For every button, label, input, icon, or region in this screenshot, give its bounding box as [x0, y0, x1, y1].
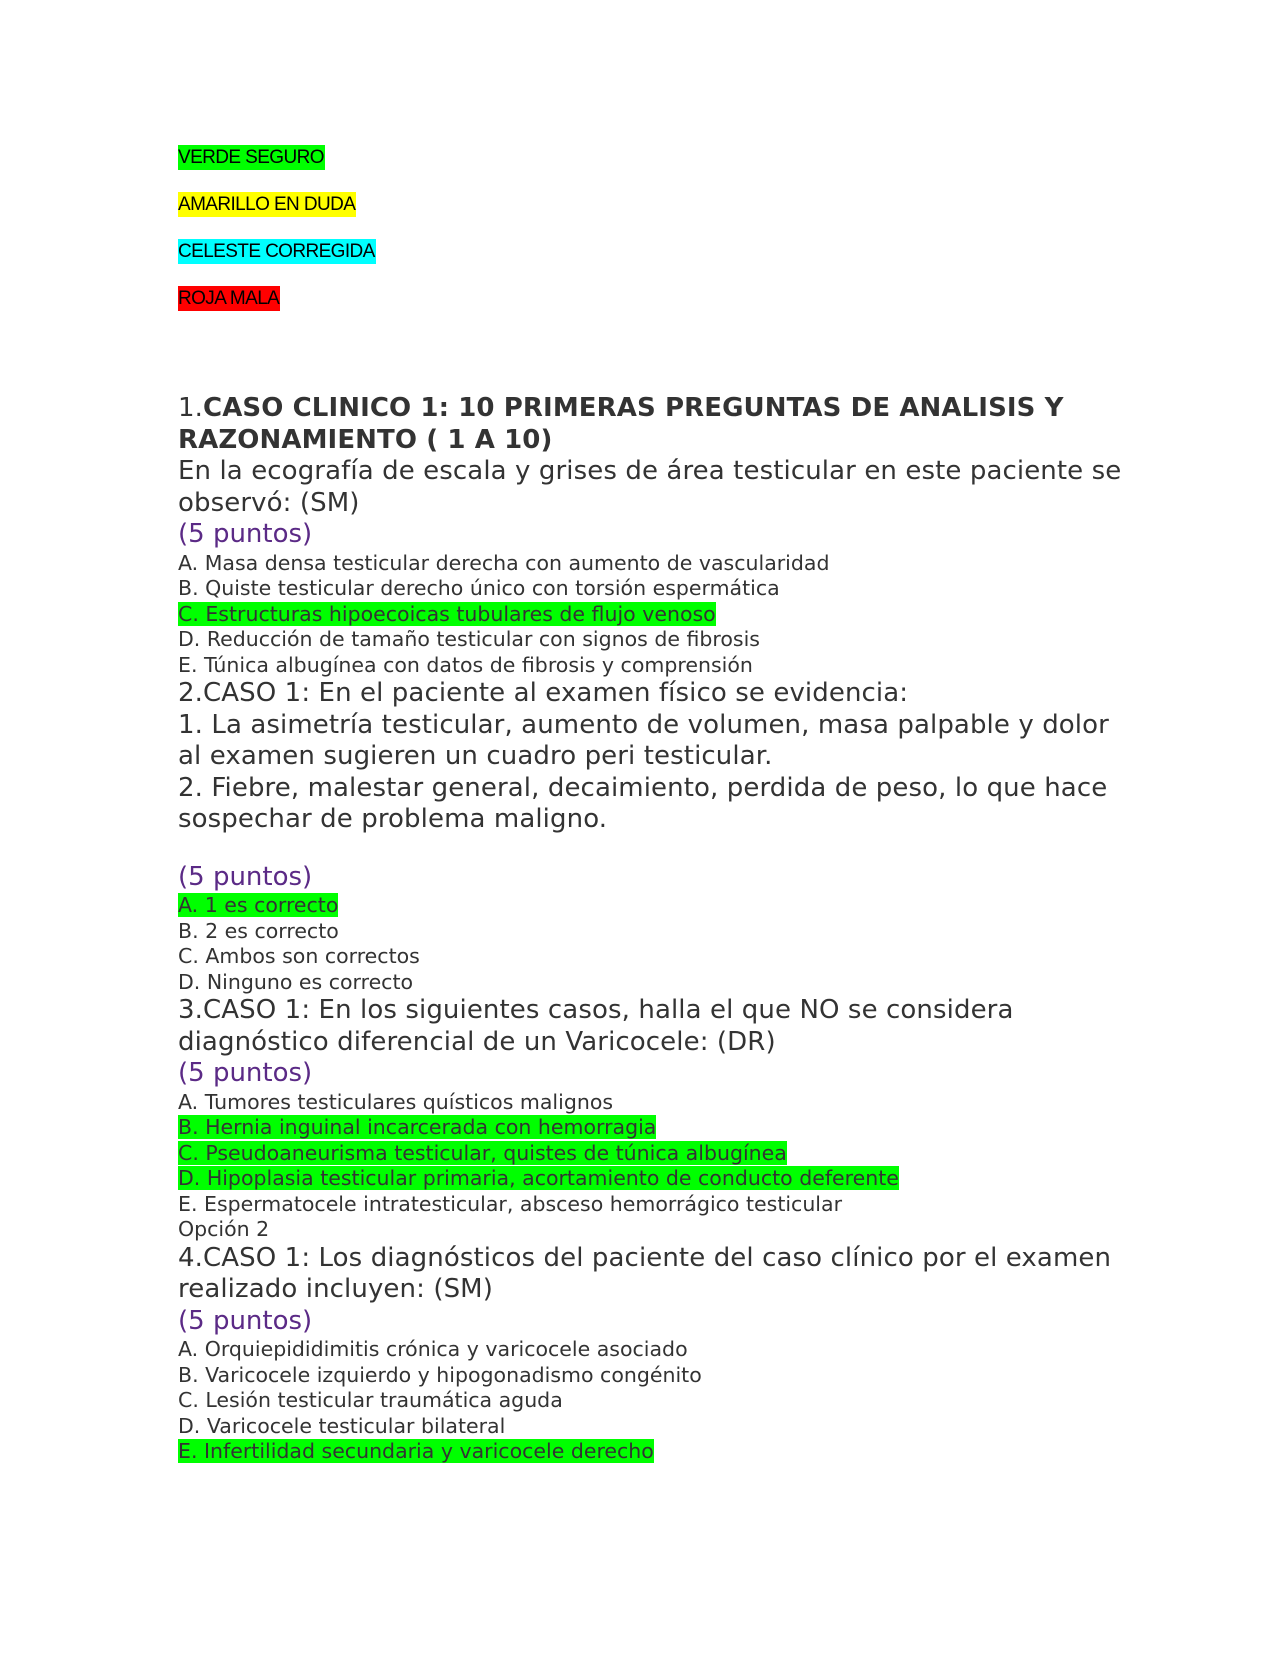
question-1-points: (5 puntos): [178, 519, 313, 549]
question-3-text: 3.CASO 1: En los siguientes casos, halla el que NO se considera diagnóstico diferencial de un Varicocele: (DR): [178, 995, 1014, 1057]
legend-yellow: AMARILLO EN DUDA: [178, 194, 356, 215]
question-2-item-1: 1. La asimetría testicular, aumento de volumen, masa palpable y dolor al examen sugieren un cuadro peri testicular.: [178, 709, 1109, 771]
legend-green: VERDE SEGURO: [178, 147, 324, 168]
q1-option-d: D. Reducción de tamaño testicular con signos de fibrosis: [178, 627, 760, 651]
question-3-points: (5 puntos): [178, 1058, 313, 1088]
q4-option-e: E. Infertilidad secundaria y varicocele derecho: [178, 1439, 654, 1463]
question-1-text: En la ecografía de escala y grises de área testicular en este paciente se observó: (SM): [178, 456, 1122, 518]
q3-option-d: D. Hipoplasia testicular primaria, acortamiento de conducto deferente: [178, 1166, 899, 1190]
legend-red: ROJA MALA: [178, 288, 280, 309]
question-4-text: 4.CASO 1: Los diagnósticos del paciente del caso clínico por el examen realizado incluyen: (SM): [178, 1242, 1112, 1304]
q2-option-c: C. Ambos son correctos: [178, 944, 420, 968]
question-2-points: (5 puntos): [178, 861, 313, 892]
legend-cyan: CELESTE CORREGIDA: [178, 241, 375, 262]
document-page: [178, 145, 1138, 1465]
q3-option-c: C. Pseudoaneurisma testicular, quistes de túnica albugínea: [178, 1140, 787, 1165]
q2-option-b: B. 2 es correcto: [178, 918, 339, 943]
q1-option-b: B. Quiste testicular derecho único con torsión espermática: [178, 576, 780, 600]
q2-option-d: D. Ninguno es correcto: [178, 969, 414, 994]
question-2-text: 2.CASO 1: En el paciente al examen físico se evidencia:: [178, 678, 909, 708]
q1-option-e: E. Túnica albugínea con datos de fibrosis y comprensión: [178, 652, 753, 677]
question-2-item-2: 2. Fiebre, malestar general, decaimiento, perdida de peso, lo que hace sospechar de problema maligno.: [178, 772, 1108, 834]
q1-option-a: A. Masa densa testicular derecha con aumento de vascularidad: [178, 550, 830, 575]
q2-option-a: A. 1 es correcto: [178, 893, 339, 917]
q1-option-c: C. Estructuras hipoecoicas tubulares de flujo venoso: [178, 601, 716, 626]
q3-option-e: E. Espermatocele intratesticular, absceso hemorrágico testicular: [178, 1191, 842, 1216]
question-1-title: 1.CASO CLINICO 1: 10 PRIMERAS PREGUNTAS DE ANALISIS Y RAZONAMIENTO ( 1 A 10): [178, 393, 1064, 455]
q4-option-d: D. Varicocele testicular bilateral: [178, 1413, 506, 1438]
q4-option-b: B. Varicocele izquierdo y hipogonadismo congénito: [178, 1362, 702, 1387]
q4-option-c: C. Lesión testicular traumática aguda: [178, 1388, 563, 1412]
question-4-points: (5 puntos): [178, 1305, 313, 1336]
q3-option-b: B. Hernia inguinal incarcerada con hemorragia: [178, 1115, 657, 1139]
q3-option-a: A. Tumores testiculares quísticos malignos: [178, 1089, 614, 1114]
q4-option-a: A. Orquiepididimitis crónica y varicocele asociado: [178, 1337, 688, 1361]
q3-option-2-note: Opción 2: [178, 1217, 270, 1241]
